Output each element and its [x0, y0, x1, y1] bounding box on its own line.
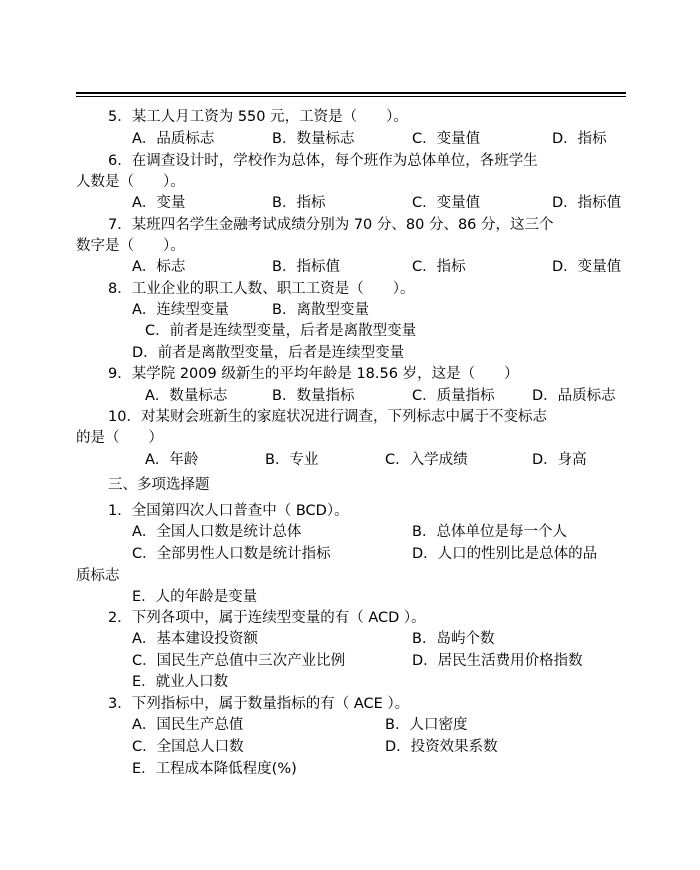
- question-7-stem: 7．某班四名学生金融考试成绩分别为 70 分、80 分、86 分，这三个: [108, 217, 554, 233]
- multi-question-3-option-c: C．全国总人口数: [132, 739, 244, 755]
- multi-question-2-option-d: D．居民生活费用价格指数: [412, 653, 583, 669]
- question-8-option-b: B．离散型变量: [272, 302, 369, 318]
- question-8-option-c: C．前者是连续型变量，后者是离散型变量: [145, 323, 417, 339]
- question-5-stem: 5．某工人月工资为 550 元，工资是（ ）。: [108, 109, 408, 125]
- multi-question-3-stem: 3．下列指标中，属于数量指标的有（ ACE ）。: [108, 696, 410, 712]
- question-5-option-a: A．品质标志: [132, 131, 215, 147]
- question-8-stem: 8．工业企业的职工人数、职工工资是（ ）。: [108, 281, 415, 297]
- multi-question-3-option-b: B．人口密度: [385, 717, 468, 733]
- question-5-option-b: B．数量标志: [272, 131, 355, 147]
- multi-question-2-option-c: C．国民生产总值中三次产业比例: [132, 653, 346, 669]
- question-7-option-b: B．指标值: [272, 259, 340, 275]
- question-10-option-a: A．年龄: [145, 452, 199, 468]
- multi-question-3-option-a: A．国民生产总值: [132, 717, 244, 733]
- multi-question-3-option-e: E．工程成本降低程度(%): [132, 761, 297, 777]
- question-8-option-a: A．连续型变量: [132, 302, 229, 318]
- question-10-option-c: C．入学成绩: [385, 452, 468, 468]
- section-heading: 三、多项选择题: [108, 477, 210, 493]
- multi-question-1-option-c: C．全部男性人口数是统计指标: [132, 546, 331, 562]
- question-9-option-a: A．数量标志: [145, 388, 228, 404]
- question-6-option-b: B．指标: [272, 195, 326, 211]
- multi-question-2-option-e: E．就业人口数: [132, 674, 229, 690]
- header-rule: [76, 92, 626, 94]
- question-10-stem: 10．对某财会班新生的家庭状况进行调查，下列标志中属于不变标志: [108, 409, 547, 425]
- question-9-option-c: C．质量指标: [412, 388, 495, 404]
- question-6-option-d: D．指标值: [552, 195, 622, 211]
- multi-question-2-option-b: B．岛屿个数: [412, 631, 495, 647]
- question-5-option-d: D．指标: [552, 131, 607, 147]
- question-7-option-c: C．指标: [412, 259, 466, 275]
- question-5-option-c: C．变量值: [412, 131, 481, 147]
- question-6-option-a: A．变量: [132, 195, 186, 211]
- question-6-stem: 6．在调查设计时，学校作为总体，每个班作为总体单位，各班学生: [108, 153, 538, 169]
- multi-question-1-option-e: E．人的年龄是变量: [132, 589, 258, 605]
- multi-question-2-option-a: A．基本建设投资额: [132, 631, 258, 647]
- question-9-option-b: B．数量指标: [272, 388, 355, 404]
- multi-question-1-option-d-cont: 质标志: [76, 568, 120, 584]
- question-10-stem-cont: 的是（ ）: [76, 430, 163, 446]
- multi-question-1-option-d: D．人口的性别比是总体的品: [412, 546, 598, 562]
- question-10-option-b: B．专业: [265, 452, 319, 468]
- multi-question-3-option-d: D．投资效果系数: [385, 739, 498, 755]
- question-9-option-d: D．品质标志: [532, 388, 616, 404]
- question-7-option-d: D．变量值: [552, 259, 622, 275]
- question-10-option-d: D．身高: [532, 452, 587, 468]
- question-7-stem-cont: 数字是（ ）。: [76, 238, 185, 254]
- question-7-option-a: A．标志: [132, 259, 186, 275]
- multi-question-2-stem: 2．下列各项中，属于连续型变量的有（ ACD ）。: [108, 610, 426, 626]
- multi-question-1-stem: 1．全国第四次人口普查中（ BCD）。: [108, 503, 349, 519]
- question-6-stem-cont: 人数是（ ）。: [76, 174, 185, 190]
- multi-question-1-option-b: B．总体单位是每一个人: [412, 524, 567, 540]
- header-rule-thin: [76, 96, 626, 97]
- question-6-option-c: C．变量值: [412, 195, 481, 211]
- multi-question-1-option-a: A．全国人口数是统计总体: [132, 524, 302, 540]
- question-8-option-d: D．前者是离散型变量，后者是连续型变量: [132, 345, 405, 361]
- question-9-stem: 9．某学院 2009 级新生的平均年龄是 18.56 岁，这是（ ）: [108, 366, 519, 382]
